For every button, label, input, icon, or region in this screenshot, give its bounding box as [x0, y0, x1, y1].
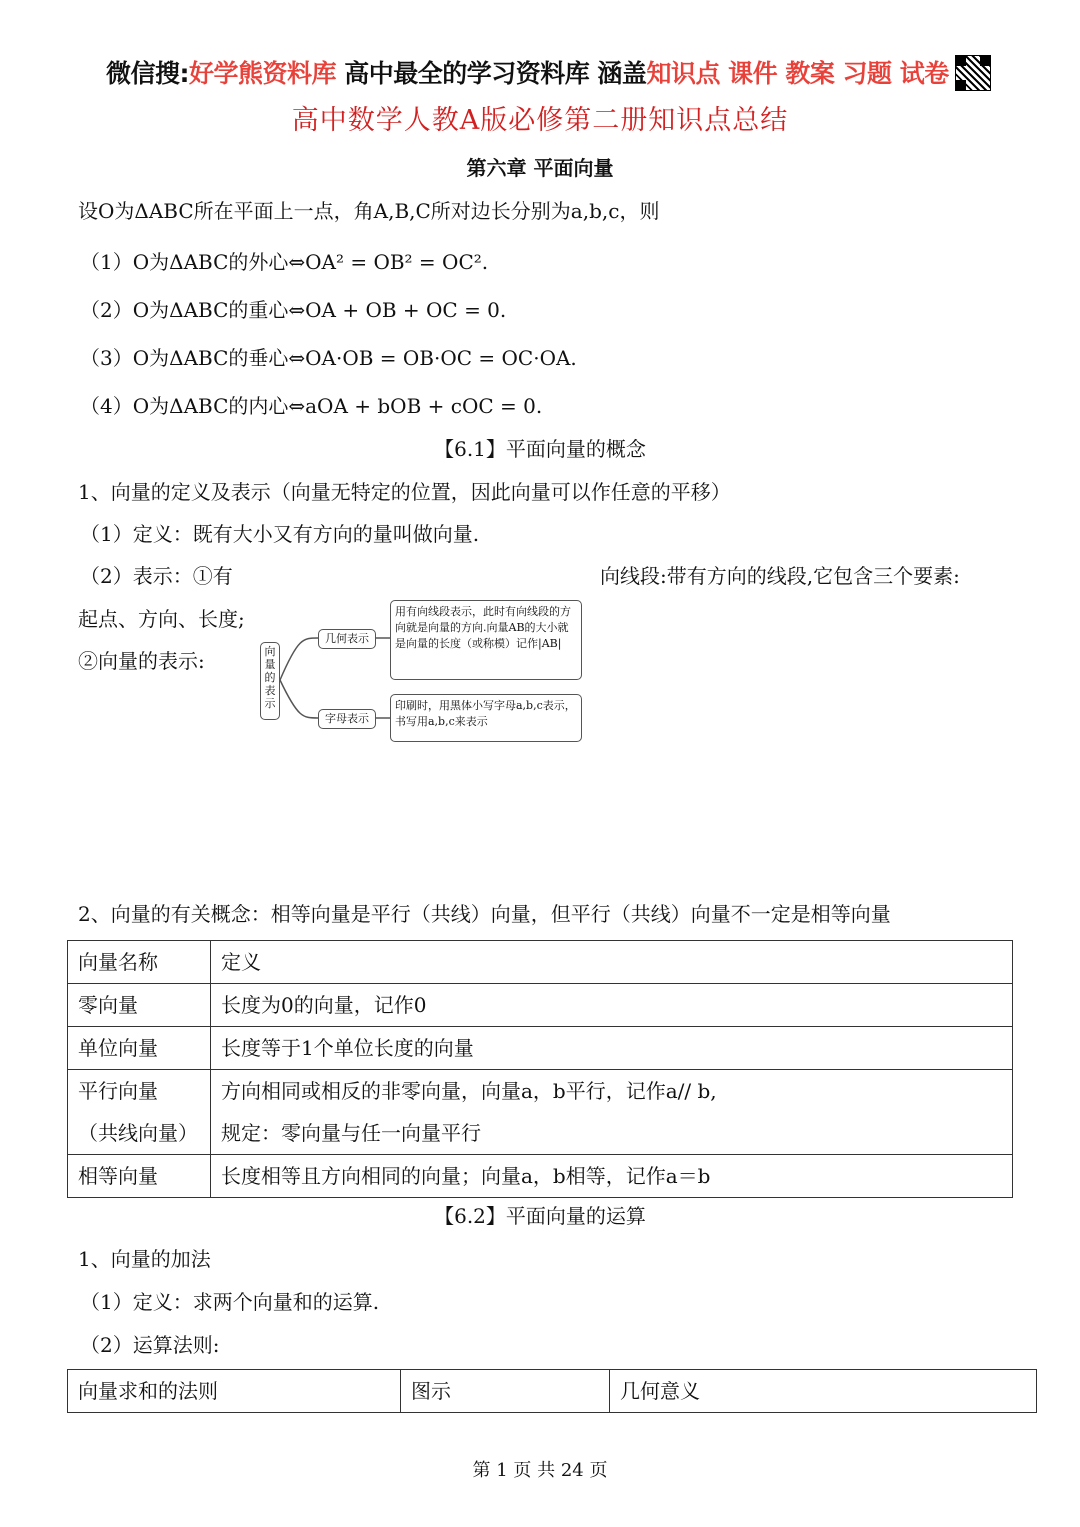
table-row	[68, 1070, 1013, 1155]
page-footer: 第 1 页 共 24 页	[472, 1460, 608, 1481]
s61-p3b: 向线段:带有方向的线段,它包含三个要素:	[600, 564, 960, 588]
diagram-geo-text: 用有向线段表示，此时有向线段的方向就是向量的方向.向量AB的大小就是向量的长度（或称模）记作|AB|	[390, 600, 582, 680]
addition-col-figure: 图示	[401, 1370, 610, 1413]
table-header-def: 定义	[211, 941, 1013, 984]
banner-tags: 知识点 课件 教案 习题 试卷	[646, 59, 949, 88]
table-cell-name: 单位向量	[68, 1027, 211, 1070]
table-cell-name: 相等向量	[68, 1155, 211, 1198]
table-row	[68, 1155, 1013, 1198]
table-header-name: 向量名称	[68, 941, 211, 984]
concepts-table	[67, 940, 1013, 1198]
diagram-letter-text: 印刷时，用黑体小写字母a,b,c表示，书写用a,b,c来表示	[390, 694, 582, 742]
qr-code-icon	[955, 55, 991, 91]
banner-brand: 好学熊资料库	[189, 59, 337, 88]
addition-col-meaning: 几何意义	[610, 1370, 1037, 1413]
concepts-heading: 2、向量的有关概念：相等向量是平行（共线）向量，但平行（共线）向量不一定是相等向量	[78, 902, 891, 926]
table-header-row	[68, 1370, 1037, 1413]
s62-p1: 1、向量的加法	[78, 1247, 211, 1271]
addition-table	[67, 1369, 1037, 1413]
diagram-geo-label: 几何表示	[318, 629, 376, 649]
intro-line-0: 设O为ΔABC所在平面上一点，角A,B,C所对边长分别为a,b,c，则	[78, 199, 660, 223]
s61-p2: （1）定义：既有大小又有方向的量叫做向量.	[80, 522, 480, 546]
page-title: 高中数学人教A版必修第二册知识点总结	[291, 105, 789, 136]
addition-col-rule: 向量求和的法则	[68, 1370, 401, 1413]
s61-p1: 1、向量的定义及表示（向量无特定的位置，因此向量可以作任意的平移）	[78, 480, 731, 504]
table-cell-def: 长度相等且方向相同的向量；向量a，b相等，记作a＝b	[211, 1155, 1013, 1198]
s61-p5: ②向量的表示:	[78, 649, 205, 673]
table-cell-def-line2: 规定：零向量与任一向量平行	[221, 1121, 481, 1145]
table-cell-def: 长度等于1个单位长度的向量	[211, 1027, 1013, 1070]
diagram-root: 向量的表示	[260, 642, 280, 720]
s61-p3a: （2）表示：①有	[80, 564, 233, 588]
s61-p4: 起点、方向、长度;	[78, 607, 245, 631]
intro-line-3: （3）O为ΔABC的垂心⇔OA·OB = OB·OC = OC·OA.	[80, 346, 577, 370]
section-6-2-heading: 【6.2】平面向量的运算	[434, 1204, 646, 1228]
diagram-letter-label: 字母表示	[318, 709, 376, 729]
s62-p3: （2）运算法则:	[80, 1333, 220, 1357]
banner-prefix: 微信搜:	[106, 59, 189, 88]
chapter-title: 第六章 平面向量	[466, 156, 614, 180]
table-cell-name-line1: 平行向量	[78, 1079, 158, 1103]
table-cell-def-line1: 方向相同或相反的非零向量，向量a，b平行，记作a// b,	[221, 1079, 717, 1103]
vector-representation-diagram	[258, 598, 588, 746]
section-6-1-heading: 【6.1】平面向量的概念	[434, 437, 646, 461]
table-row	[68, 1027, 1013, 1070]
intro-line-1: （1）O为ΔABC的外心⇔OA² = OB² = OC².	[80, 250, 489, 274]
s62-p2: （1）定义：求两个向量和的运算.	[80, 1290, 380, 1314]
header-banner	[106, 54, 949, 90]
table-header-row	[68, 941, 1013, 984]
table-cell-def: 长度为0的向量，记作0	[211, 984, 1013, 1027]
table-cell-name	[68, 1070, 211, 1155]
table-cell-name: 零向量	[68, 984, 211, 1027]
table-cell-def	[211, 1070, 1013, 1155]
table-row	[68, 984, 1013, 1027]
banner-middle: 高中最全的学习资料库 涵盖	[336, 59, 647, 88]
table-cell-name-line2: （共线向量）	[78, 1121, 198, 1145]
intro-line-4: （4）O为ΔABC的内心⇔aOA + bOB + cOC = 0.	[80, 394, 543, 418]
intro-line-2: （2）O为ΔABC的重心⇔OA + OB + OC = 0.	[80, 298, 507, 322]
